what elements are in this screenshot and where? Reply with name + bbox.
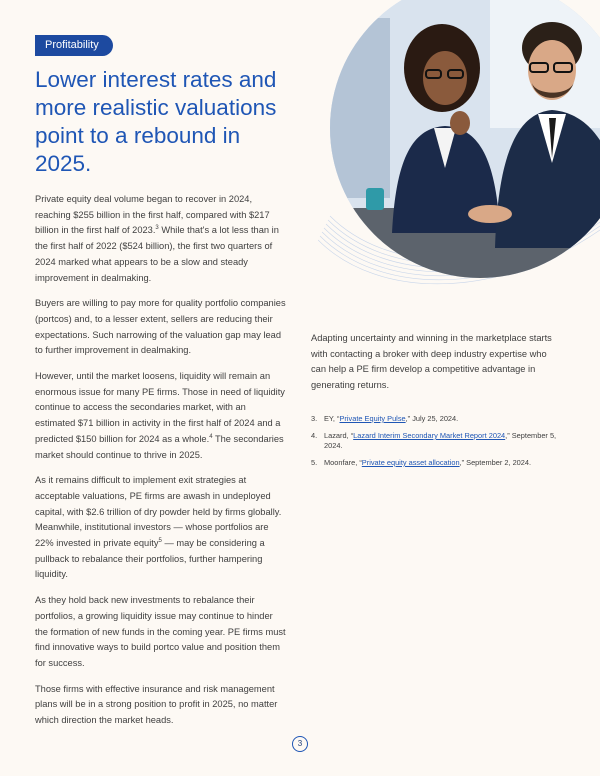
- paragraph: Adapting uncertainty and winning in the marketplace starts with contacting a broker with deep industry expertise who can help a PE firm develop a competitive advantage in generating returns.: [311, 333, 552, 391]
- footnote-item: 5. Moonfare, “Private equity asset allocation,” September 2, 2024.: [311, 458, 532, 467]
- footnote-item: 4. Lazard, “Lazard Interim Secondary Market Report 2024,” September 5, 2024.: [311, 431, 557, 450]
- footnote-ref: 4: [209, 433, 213, 440]
- left-text-column: [35, 192, 287, 739]
- right-text-column: [311, 331, 561, 404]
- footnote-ref: 5: [158, 537, 162, 544]
- footnote-link[interactable]: Private Equity Pulse: [339, 414, 406, 423]
- paragraph: Those firms with effective insurance and risk management plans will be in a strong position to profit in 2025, no matter which direction the market heads.: [35, 683, 278, 726]
- page-number: 3: [292, 736, 308, 752]
- footnote-link[interactable]: Private equity asset allocation: [361, 458, 460, 467]
- page-headline: Lower interest rates and more realistic valuations point to a rebound in 2025.: [35, 67, 277, 176]
- paragraph: As it remains difficult to implement exit strategies at acceptable valuations, PE firms are awash in undeployed capital, with $2.6 trillion of dry powder held by firms globally. Meanwhile, institutional investors — whose portfolios are 22% invested in private equity$^5$ — may be considering a pullback to rebalance their portfolios, further hampering liquidity.: [35, 475, 282, 580]
- paragraph: As they hold back new investments to rebalance their portfolios, a growing liquidity issue may continue to hinder the formation of new funds in the coming year. PE firms must find innovative ways to build portco value and position them for success.: [35, 595, 286, 668]
- paragraph: Private equity deal volume began to recover in 2024, reaching $255 billion in the first half, compared with $217 billion in the first half of 2023.$^3$ While that's a lot less than in the first half of 2022 ($524 billion), the first two quarters of 2024 marked what appears to be a slow and steady improvement in dealmaking.: [35, 194, 279, 283]
- paragraph: Buyers are willing to pay more for quality portfolio companies (portcos) and, to a lesser extent, sellers are reducing their expectations. Such narrowing of the valuation gap may lead to further improvement in dealmaking.: [35, 298, 286, 356]
- footnote-item: 3. EY, “Private Equity Pulse,” July 25, 2024.: [311, 414, 459, 423]
- paragraph: However, until the market loosens, liquidity will remain an enormous issue for many PE firms. Those in need of liquidity continue to access the secondaries market, with an estimated $71 billion in activity in the first half of 2024 and a predicted $150 billion for 2024 as a whole.$^4$ The secondaries market should continue to thrive in 2025.: [35, 371, 285, 460]
- footnote-link[interactable]: Lazard Interim Secondary Market Report 2024: [353, 431, 506, 440]
- footnote-ref: 3: [155, 225, 159, 232]
- hero-image-area: [318, 0, 600, 290]
- section-badge: Profitability: [35, 35, 113, 56]
- footnotes: [311, 414, 573, 475]
